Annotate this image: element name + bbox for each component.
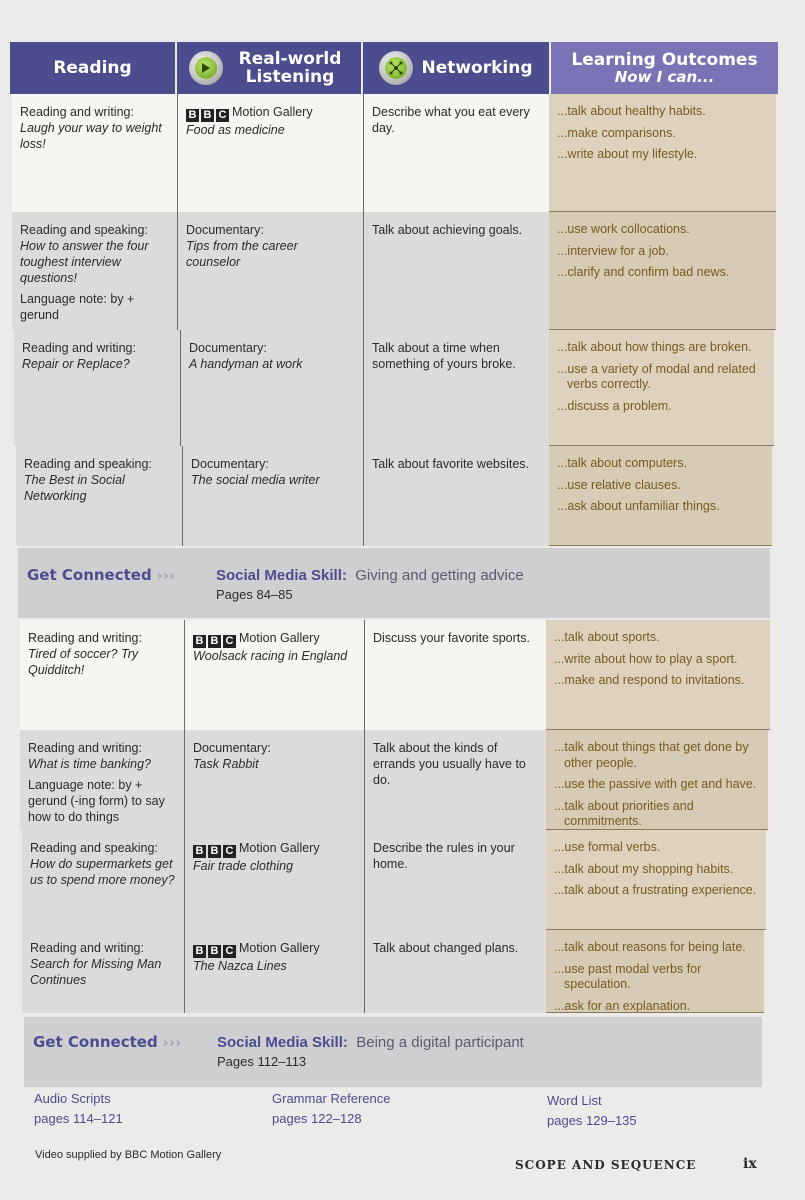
section-title: SCOPE AND SEQUENCE — [515, 1158, 697, 1172]
reading-title: Repair or Replace? — [22, 357, 130, 371]
listening-title: Task Rabbit — [193, 757, 259, 771]
reading-cell — [12, 94, 177, 212]
networking-cell: Talk about achieving goals. — [363, 212, 549, 330]
reading-type: Reading and speaking: — [24, 457, 152, 471]
listening-source: Documentary: — [186, 223, 264, 237]
reading-title: How to answer the four toughest interview questions! — [20, 239, 149, 285]
bbc-letter: B — [208, 845, 221, 858]
outcome-item: ...discuss a problem. — [557, 398, 672, 413]
outcome-item: ...talk about things that get done by other people. — [554, 740, 749, 770]
get-connected-band-2 — [24, 1017, 762, 1087]
header-networking-label: Networking — [421, 58, 533, 78]
listening-title: Food as medicine — [186, 123, 285, 137]
listening-cell — [184, 620, 364, 730]
outcome-item: ...use a variety of modal and related verbs correctly. — [557, 361, 756, 391]
language-note-text: by + gerund — [20, 292, 135, 322]
bbc-letter: B — [208, 945, 221, 958]
reading-title: Laugh your way to weight loss! — [20, 121, 162, 151]
outcome-item: ...use the passive with get and have. — [554, 777, 757, 791]
listening-cell — [182, 446, 363, 546]
listening-title: Woolsack racing in England — [193, 649, 348, 663]
bbc-letter: C — [223, 635, 236, 648]
listening-source: Documentary: — [193, 741, 271, 755]
outcomes-cell — [546, 930, 764, 1013]
outcomes-cell — [546, 620, 770, 730]
outcome-item: ...talk about reasons for being late. — [554, 940, 746, 954]
language-note — [20, 291, 169, 323]
listening-source: Documentary: — [191, 457, 269, 471]
table-row — [16, 446, 772, 546]
audio-scripts-ref: Audio Scripts pages 114–121 — [34, 1091, 123, 1126]
reading-cell — [20, 730, 184, 830]
reading-cell — [14, 330, 180, 446]
bbc-logo — [193, 635, 236, 648]
listening-cell — [184, 930, 364, 1013]
get-connected-pages: Pages 84–85 — [216, 587, 293, 602]
bbc-letter: C — [223, 945, 236, 958]
table-row — [22, 930, 764, 1013]
listening-source: Documentary: — [189, 341, 267, 355]
bbc-letter: B — [193, 635, 206, 648]
reading-title: Tired of soccer? Try Quidditch! — [28, 647, 139, 677]
listening-title: Tips from the career counselor — [186, 239, 298, 269]
outcome-item: ...ask about unfamiliar things. — [557, 499, 720, 513]
reading-type: Reading and speaking: — [20, 223, 148, 237]
language-note-label: Language note: — [28, 778, 119, 792]
outcomes-cell — [546, 830, 766, 930]
header-networking — [363, 42, 549, 94]
listening-source: B B C Motion Gallery — [193, 630, 356, 648]
bbc-letter: B — [193, 845, 206, 858]
table-row — [12, 212, 776, 330]
listening-cell — [180, 330, 363, 446]
table-row — [14, 330, 774, 446]
reading-type: Reading and writing: — [20, 105, 134, 119]
reading-cell — [12, 212, 177, 330]
outcome-item: ...use past modal verbs for speculation. — [554, 961, 702, 991]
video-credit: Video supplied by BBC Motion Gallery — [35, 1149, 222, 1161]
get-connected-pages: Pages 112–113 — [217, 1054, 307, 1069]
networking-cell: Talk about changed plans. — [364, 930, 546, 1013]
outcome-item: ...make and respond to invitations. — [554, 673, 745, 687]
reading-title: How do supermarkets get us to spend more money? — [30, 857, 175, 887]
get-connected-label: Get Connected ››› — [33, 1033, 183, 1051]
reading-title: The Best in Social Networking — [24, 473, 125, 503]
listening-cell — [184, 830, 364, 930]
bbc-letter: B — [186, 109, 199, 122]
bbc-logo — [186, 109, 229, 122]
outcome-item: ...talk about computers. — [557, 456, 687, 470]
listening-title: A handyman at work — [189, 357, 303, 371]
listening-title: Fair trade clothing — [193, 859, 294, 873]
outcome-item: ...interview for a job. — [557, 243, 669, 258]
page-number: ix — [743, 1156, 757, 1172]
reading-title: Search for Missing Man Continues — [30, 957, 162, 987]
get-connected-label: Get Connected ››› — [27, 566, 177, 584]
social-media-skill: Social Media Skill: Giving and getting advice — [216, 567, 524, 584]
reading-type: Reading and writing: — [30, 941, 144, 955]
row-divider — [549, 545, 772, 546]
table-row — [20, 620, 770, 730]
networking-cell: Talk about favorite websites. — [363, 446, 549, 546]
reading-cell — [16, 446, 182, 546]
outcome-item: ...make comparisons. — [557, 125, 676, 140]
header-reading — [10, 42, 175, 94]
listening-source: B B C Motion Gallery — [186, 104, 355, 122]
listening-cell — [184, 730, 364, 830]
outcome-item: ...use relative clauses. — [557, 477, 681, 492]
outcome-item: ...use work collocations. — [557, 222, 690, 236]
bbc-letter: C — [223, 845, 236, 858]
arrows-icon: ››› — [162, 1036, 183, 1051]
header-outcomes-title: Learning Outcomes — [571, 49, 758, 70]
reading-cell — [20, 620, 184, 730]
reading-type: Reading and writing: — [22, 341, 136, 355]
header-listening — [177, 42, 361, 94]
reading-type: Reading and writing: — [28, 631, 142, 645]
listening-title: The social media writer — [191, 473, 320, 487]
bbc-logo — [193, 945, 236, 958]
outcome-item: ...talk about how things are broken. — [557, 340, 752, 354]
listening-source: B B C Motion Gallery — [193, 840, 356, 858]
bbc-logo — [193, 845, 236, 858]
outcomes-cell — [549, 212, 776, 330]
bbc-letter: B — [208, 635, 221, 648]
outcomes-cell — [549, 330, 774, 446]
play-icon — [189, 51, 223, 85]
outcome-item: ...talk about sports. — [554, 630, 660, 644]
listening-source: B B C Motion Gallery — [193, 940, 356, 958]
outcome-item: ...clarify and confirm bad news. — [557, 265, 730, 279]
header-listening-label: Real-world Listening — [238, 49, 342, 87]
outcome-item: ...write about how to play a sport. — [554, 651, 738, 666]
header-reading-label: Reading — [53, 58, 132, 78]
outcome-item: ...talk about my shopping habits. — [554, 861, 734, 876]
networking-cell: Talk about the kinds of errands you usually have to do. — [364, 730, 546, 830]
bbc-letter: C — [216, 109, 229, 122]
outcome-item: ...ask for an explanation. — [554, 998, 691, 1013]
table-row — [12, 94, 776, 212]
listening-cell — [177, 212, 363, 330]
row-divider — [546, 1012, 764, 1013]
language-note-text: by + gerund (-ing form) to say how to do things — [28, 778, 165, 824]
table-row — [20, 730, 768, 830]
social-media-skill: Social Media Skill: Being a digital participant — [217, 1034, 524, 1051]
networking-cell: Describe what you eat every day. — [363, 94, 549, 212]
reading-type: Reading and speaking: — [30, 841, 158, 855]
outcome-item: ...talk about healthy habits. — [557, 104, 706, 118]
reading-type: Reading and writing: — [28, 741, 142, 755]
table-row — [22, 830, 766, 930]
bbc-letter: B — [193, 945, 206, 958]
language-note — [28, 777, 176, 825]
word-list-ref: Word List pages 129–135 — [547, 1093, 637, 1128]
outcomes-cell — [549, 446, 772, 546]
outcome-item: ...write about my lifestyle. — [557, 147, 698, 161]
outcome-item: ...talk about a frustrating experience. — [554, 883, 757, 897]
get-connected-band-1 — [18, 548, 770, 618]
networking-cell: Describe the rules in your home. — [364, 830, 546, 930]
reading-cell — [22, 830, 184, 930]
listening-title: The Nazca Lines — [193, 959, 287, 973]
header-outcomes-sub: Now I can... — [614, 67, 715, 86]
arrows-icon: ››› — [156, 569, 177, 584]
outcomes-cell — [549, 94, 776, 212]
bbc-letter: B — [201, 109, 214, 122]
outcome-item: ...talk about priorities and commitments. — [554, 798, 694, 828]
network-icon — [379, 51, 413, 85]
language-note-label: Language note: — [20, 292, 111, 306]
reading-title: What is time banking? — [28, 757, 151, 771]
grammar-reference-ref: Grammar Reference pages 122–128 — [272, 1091, 391, 1126]
listening-cell — [177, 94, 363, 212]
networking-cell: Talk about a time when something of yours broke. — [363, 330, 549, 446]
networking-cell: Discuss your favorite sports. — [364, 620, 546, 730]
outcomes-cell — [546, 730, 768, 830]
outcome-item: ...use formal verbs. — [554, 840, 661, 854]
header-outcomes — [551, 42, 778, 94]
reading-cell — [22, 930, 184, 1013]
